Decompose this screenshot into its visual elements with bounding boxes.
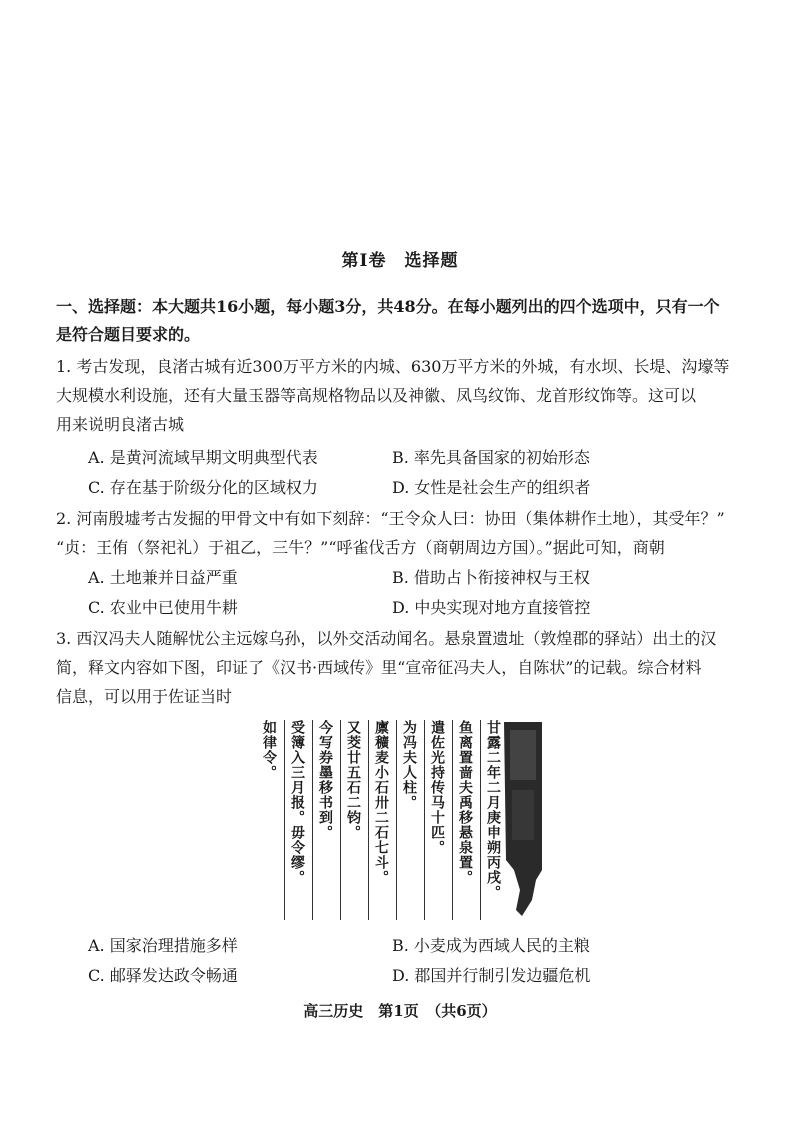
column-divider <box>368 720 369 920</box>
column-divider <box>396 720 397 920</box>
slip-text-column-7: 今写券墨移书到。 <box>317 720 333 840</box>
q1-stem-line-2: 大规模水利设施，还有大量玉器等高规格物品以及神徽、凤鸟纹饰、龙首形纹饰等。这可以 <box>56 386 697 405</box>
page-footer: 高三历史 第1页 （共6页） <box>303 1002 497 1020</box>
q2-stem-line-1: 2. 河南殷墟考古发掘的甲骨文中有如下刻辞：“王令众人曰：协田（集体耕作土地），其受年？” <box>56 509 725 528</box>
q1-option-b: B. 率先具备国家的初始形态 <box>392 448 590 467</box>
slip-text-column-2: 鱼离置啬夫禹移悬泉置。 <box>457 720 473 885</box>
column-divider <box>480 720 481 920</box>
q1-stem-line-1: 1. 考古发现，良渚古城有近300万平方米的内城、630万平方米的外城，有水坝、长堤、沟壕等 <box>56 357 730 376</box>
slip-text-column-4: 为冯夫人柱。 <box>401 720 417 810</box>
q1-option-c: C. 存在基于阶级分化的区域权力 <box>88 478 318 497</box>
slip-text-column-1: 甘露二年二月庚申朔丙戌。 <box>485 720 501 900</box>
instructions-line-1: 一、选择题：本大题共16小题，每小题3分，共48分。在每小题列出的四个选项中，只有一个 <box>56 297 720 316</box>
bamboo-slip-photo <box>496 720 550 920</box>
column-divider <box>284 720 285 920</box>
q3-option-b: B. 小麦成为西域人民的主粮 <box>392 936 590 955</box>
q3-stem-line-3: 信息，可以用于佐证当时 <box>56 687 233 706</box>
q3-option-a: A. 国家治理措施多样 <box>88 936 238 955</box>
instructions-line-2: 是符合题目要求的。 <box>56 325 201 344</box>
q3-option-d: D. 郡国并行制引发边疆危机 <box>392 966 591 985</box>
column-divider <box>312 720 313 920</box>
q2-option-c: C. 农业中已使用牛耕 <box>88 598 238 617</box>
column-divider <box>340 720 341 920</box>
q2-option-b: B. 借助占卜衔接神权与王权 <box>392 568 590 587</box>
q1-option-a: A. 是黄河流域早期文明典型代表 <box>88 448 318 467</box>
q3-option-c: C. 邮驿发达政令畅通 <box>88 966 238 985</box>
q3-stem-line-1: 3. 西汉冯夫人随解忧公主远嫁乌孙，以外交活动闻名。悬泉置遗址（敦煌郡的驿站）出土的汉 <box>56 629 717 648</box>
section-title: 第Ⅰ卷 选择题 <box>341 251 459 271</box>
slip-text-column-8: 受簿入三月报。毋令缪。 <box>289 720 305 885</box>
q2-option-a: A. 土地兼并日益严重 <box>88 568 238 587</box>
q2-option-d: D. 中央实现对地方直接管控 <box>392 598 591 617</box>
slip-text-column-5: 廪穬麦小石卅二石七斗。 <box>373 720 389 885</box>
column-divider <box>424 720 425 920</box>
q1-stem-line-3: 用来说明良渚古城 <box>56 415 185 434</box>
slip-text-column-6: 又茭廿五石二钧。 <box>345 720 361 840</box>
slip-text-column-9: 如律令。 <box>261 720 277 780</box>
q2-stem-line-2: “贞：王侑（祭祀礼）于祖乙，三牛？”“呼雀伐舌方（商朝周边方国）。”据此可知，商朝 <box>56 538 665 557</box>
q1-option-d: D. 女性是社会生产的组织者 <box>392 478 591 497</box>
column-divider <box>452 720 453 920</box>
slip-text-column-3: 遣佐光持传马十匹。 <box>429 720 445 855</box>
q3-stem-line-2: 简，释文内容如下图，印证了《汉书·西域传》里“宣帝征冯夫人，自陈状”的记载。综合材料 <box>56 658 702 677</box>
